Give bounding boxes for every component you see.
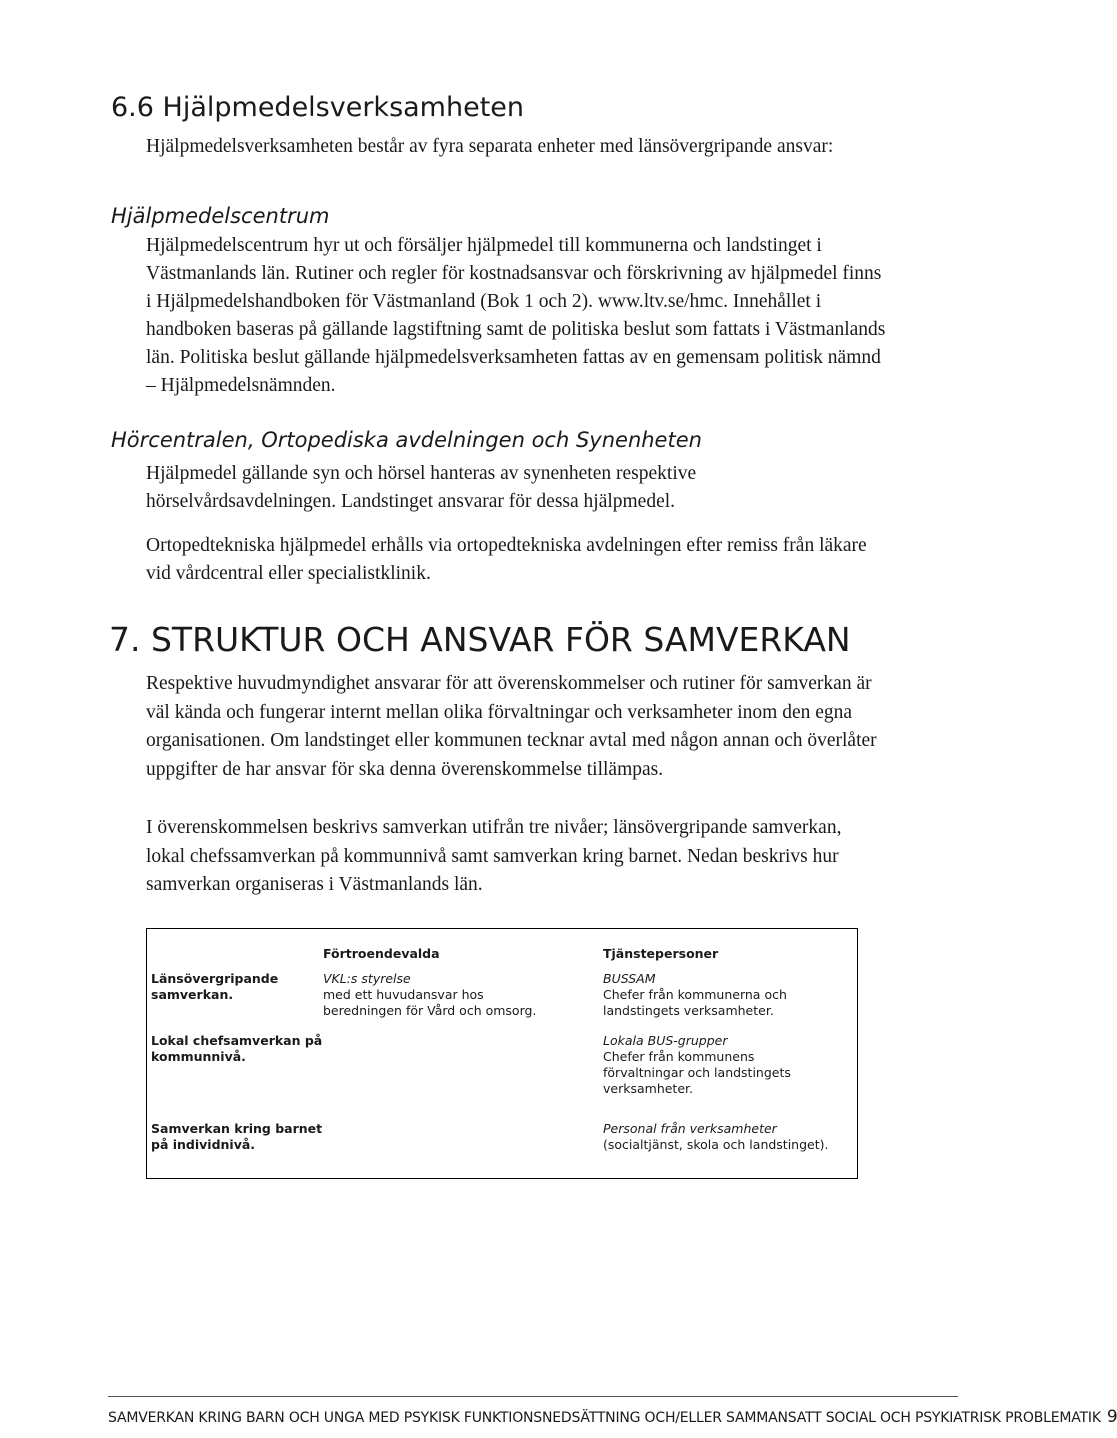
table-cell-staff (603, 1033, 858, 1121)
table-header-row (147, 929, 858, 972)
paragraph-ansvar: Respektive huvudmyndighet ansvarar för att överenskommelser och rutiner för samverkan är väl kända och fungerar internt mellan olika förvaltningar och verksamheter inom den egna organisationen. Om landstinget eller kommunen tecknar avtal med någon annan och överlåter uppgifter de har ansvar för ska denna överenskommelse tillämpas. (146, 673, 877, 780)
page-footer (108, 1407, 1117, 1427)
table-header-empty (147, 929, 324, 972)
table-cell-staff (603, 1121, 858, 1179)
footer-divider (108, 1396, 958, 1397)
table-row (147, 1121, 858, 1179)
subheading-hjalpmedelscentrum: Hjälpmedelscentrum (111, 204, 330, 228)
staff-title: Personal från verksamheter (603, 1121, 777, 1136)
staff-text: Chefer från kommunens förvaltningar och landstingets verksamheter. (603, 1049, 791, 1096)
page-number: 9 (1106, 1407, 1117, 1427)
section-heading-7: 7. STRUKTUR OCH ANSVAR FÖR SAMVERKAN (109, 620, 851, 659)
elected-title: VKL:s styrelse (323, 971, 411, 986)
table-header-fortroendevalda: Förtroendevalda (323, 945, 440, 961)
table-row-level: Lokal chefsamverkan på kommunnivå. (151, 1033, 323, 1064)
table-row-level: Länsövergripande samverkan. (151, 971, 279, 1002)
samverkan-table (146, 928, 858, 1179)
paragraph-syn-horsel: Hjälpmedel gällande syn och hörsel hanteras av synenheten respektive hörselvårdsavdelningen. Landstinget ansvarar för dessa hjälpmedel. (146, 463, 697, 512)
table-header-tjanstepersoner: Tjänstepersoner (603, 945, 719, 961)
elected-text: med ett huvudansvar hos beredningen för Vård och omsorg. (323, 987, 537, 1018)
staff-text: (socialtjänst, skola och landstinget). (603, 1137, 829, 1152)
section-intro: Hjälpmedelsverksamheten består av fyra separata enheter med länsövergripande ansvar: (146, 136, 834, 157)
table-cell-staff (603, 971, 858, 1033)
table-row (147, 1033, 858, 1121)
table-cell-elected (323, 971, 603, 1033)
paragraph-nivaer: I överenskommelsen beskrivs samverkan utifrån tre nivåer; länsövergripande samverkan, lokal chefssamverkan på kommunnivå samt samverkan kring barnet. Nedan beskrivs hur samverkan organiseras i Västmanlands län. (146, 817, 842, 895)
paragraph-hjalpmedelscentrum: Hjälpmedelscentrum hyr ut och försäljer hjälpmedel till kommunerna och landstinget i Västmanlands län. Rutiner och regler för kostnadsansvar och förskrivning av hjälpmedel finns i Hjälpmedelshandboken för Västmanland (Bok 1 och 2). www.ltv.se/hmc. Innehållet i handboken baseras på gällande lagstiftning samt de politiska beslut som fattats i Västmanlands län. Politiska beslut gällande hjälpmedelsverksamheten fattas av en gemensam politisk nämnd – Hjälpmedelsnämnden. (146, 235, 886, 396)
footer-title: SAMVERKAN KRING BARN OCH UNGA MED PSYKISK FUNKTIONSNEDSÄTTNING OCH/ELLER SAMMANSATT SOCIAL OCH PSYKIATRISK PROBLEMATIK (108, 1410, 1101, 1426)
staff-title: BUSSAM (603, 971, 656, 986)
table-cell-elected (323, 1121, 603, 1179)
section-heading-6-6: 6.6 Hjälpmedelsverksamheten (111, 92, 525, 123)
staff-text: Chefer från kommunerna och landstingets verksamheter. (603, 987, 787, 1018)
staff-title: Lokala BUS-grupper (603, 1033, 728, 1048)
table-row-level: Samverkan kring barnet på individnivå. (151, 1121, 323, 1152)
paragraph-ortopedteknik: Ortopedtekniska hjälpmedel erhålls via ortopedtekniska avdelningen efter remiss från läkare vid vårdcentral eller specialistklinik. (146, 535, 867, 584)
subheading-horcentralen: Hörcentralen, Ortopediska avdelningen och Synenheten (111, 428, 702, 452)
table-row (147, 971, 858, 1033)
table-cell-elected (323, 1033, 603, 1121)
